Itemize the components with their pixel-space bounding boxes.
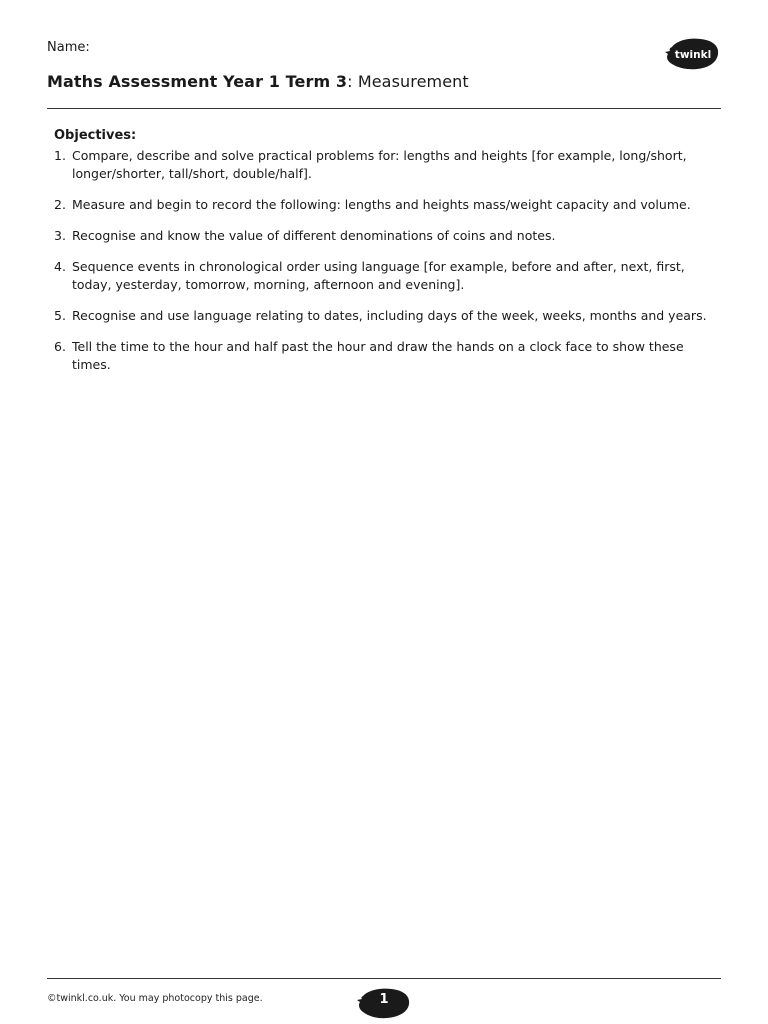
objectives-heading: Objectives: (54, 128, 137, 143)
objective-text: Sequence events in chronological order using language [for example, before and after, next, first, today, yesterday, tomorrow, morning, afternoon and evening]. (72, 259, 685, 292)
page-title (47, 72, 469, 91)
objective-number: 6. (54, 339, 66, 354)
copyright-notice: ©twinkl.co.uk. You may photocopy this page. (47, 993, 263, 1004)
title-main: Maths Assessment Year 1 Term 3 (47, 72, 348, 91)
objective-number: 5. (54, 308, 66, 323)
objective-text: Recognise and know the value of different denominations of coins and notes. (72, 228, 556, 243)
objective-item (54, 196, 716, 214)
objective-text: Recognise and use language relating to dates, including days of the week, weeks, months and years. (72, 308, 707, 323)
twinkl-logo (664, 37, 720, 71)
objective-item (54, 258, 716, 294)
objective-number: 3. (54, 228, 66, 243)
page-number: 1 (379, 992, 389, 1007)
objective-text: Measure and begin to record the following: lengths and heights mass/weight capacity and volume. (72, 197, 691, 212)
objectives-list (54, 147, 716, 374)
title-subject: : Measurement (347, 72, 469, 91)
objectives-section (54, 128, 716, 387)
objective-item (54, 338, 716, 374)
objective-text: Compare, describe and solve practical problems for: lengths and heights [for example, long/short, longer/shorter, tall/short, double/half]. (72, 148, 687, 181)
twinkl-logo-text: twinkl (674, 49, 712, 61)
objective-item (54, 307, 716, 325)
header-divider (47, 108, 721, 109)
objective-number: 4. (54, 259, 66, 274)
name-label: Name: (47, 40, 90, 55)
objective-item (54, 147, 716, 183)
footer-divider (47, 978, 721, 979)
objective-text: Tell the time to the hour and half past the hour and draw the hands on a clock face to show these times. (72, 339, 684, 372)
objective-item (54, 227, 716, 245)
objective-number: 2. (54, 197, 66, 212)
objective-number: 1. (54, 148, 66, 163)
